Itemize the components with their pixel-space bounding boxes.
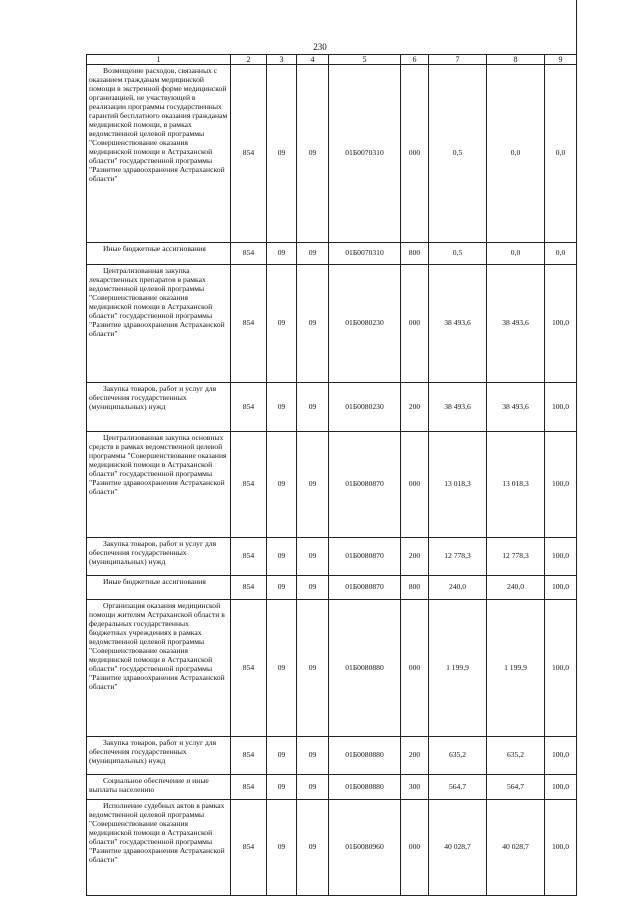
cell-plan: 40 028,7 — [429, 800, 487, 896]
cell-plan: 38 493,6 — [429, 265, 487, 383]
header-cell: 5 — [329, 55, 401, 65]
table-row — [87, 383, 577, 432]
cell-ministry: 854 — [231, 65, 267, 243]
cell-ministry: 854 — [231, 432, 267, 538]
row-name: Иные бюджетные ассигнования — [87, 576, 231, 600]
cell-executed: 0,0 — [487, 65, 545, 243]
header-cell: 1 — [87, 55, 231, 65]
cell-subsection: 09 — [297, 800, 329, 896]
table-row — [87, 600, 577, 737]
cell-target-article: 01Б0080870 — [329, 576, 401, 600]
row-name: Исполнение судебных актов в рамках ведомственной целевой программы "Совершенствование оказания медицинской помощи в Астраханской области" государственной программы "Развитие здравоохранения Астраханской области" — [87, 800, 231, 896]
row-name: Закупка товаров, работ и услуг для обеспечения государственных (муниципальных) нужд — [87, 737, 231, 775]
cell-plan: 12 778,3 — [429, 538, 487, 576]
cell-subsection: 09 — [297, 383, 329, 432]
cell-percent: 100,0 — [545, 775, 577, 800]
row-name: Закупка товаров, работ и услуг для обеспечения государственных (муниципальных) нужд — [87, 538, 231, 576]
cell-subsection: 09 — [297, 432, 329, 538]
cell-subsection: 09 — [297, 775, 329, 800]
cell-ministry: 854 — [231, 800, 267, 896]
cell-subsection: 09 — [297, 737, 329, 775]
row-name: Возмещение расходов, связанных с оказанием гражданам медицинской помощи в экстренной форме медицинской организацией, не участвующей в реализации программы государственных гарантий бесплатного оказания гражданам медицинской помощи, в рамках ведомственной целевой программы "Совершенствование оказания медицинской помощи в Астраханской области" государственной программы "Развитие здравоохранения Астраханской области" — [87, 65, 231, 243]
cell-target-article: 01Б0080880 — [329, 737, 401, 775]
cell-executed: 0,0 — [487, 243, 545, 265]
cell-ministry: 854 — [231, 265, 267, 383]
cell-percent: 100,0 — [545, 538, 577, 576]
header-cell: 3 — [267, 55, 297, 65]
cell-target-article: 01Б0080880 — [329, 600, 401, 737]
header-cell: 9 — [545, 55, 577, 65]
cell-ministry: 854 — [231, 383, 267, 432]
scan-edge-line — [576, 0, 577, 60]
cell-target-article: 01Б0080870 — [329, 432, 401, 538]
cell-executed: 13 018,3 — [487, 432, 545, 538]
cell-plan: 1 199,9 — [429, 600, 487, 737]
cell-plan: 564,7 — [429, 775, 487, 800]
cell-expense-type: 200 — [401, 383, 429, 432]
cell-expense-type: 000 — [401, 800, 429, 896]
row-name: Организация оказания медицинской помощи жителям Астраханской области в федеральных государственных бюджетных учреждениях в рамках ведомственной целевой программы "Совершенствование оказания медицинской помощи в Астраханской области" государственной программы "Развитие здравоохранения Астраханской области" — [87, 600, 231, 737]
cell-expense-type: 000 — [401, 65, 429, 243]
cell-executed: 635,2 — [487, 737, 545, 775]
cell-section: 09 — [267, 800, 297, 896]
header-cell: 7 — [429, 55, 487, 65]
cell-target-article: 01Б0080960 — [329, 800, 401, 896]
row-name: Централизованная закупка основных средств в рамках ведомственной целевой программы "Совершенствование оказания медицинской помощи в Астраханской области" государственной программы "Развитие здравоохранения Астраханской области" — [87, 432, 231, 538]
cell-plan: 13 018,3 — [429, 432, 487, 538]
header-row — [87, 55, 577, 65]
cell-percent: 100,0 — [545, 432, 577, 538]
header-cell: 6 — [401, 55, 429, 65]
row-name: Иные бюджетные ассигнования — [87, 243, 231, 265]
cell-section: 09 — [267, 600, 297, 737]
cell-subsection: 09 — [297, 538, 329, 576]
table-row — [87, 265, 577, 383]
table-row — [87, 800, 577, 896]
row-name: Централизованная закупка лекарственных препаратов в рамках ведомственной целевой программы "Совершенствование оказания медицинской помощи в Астраханской области" государственной программы "Развитие здравоохранения Астраханской области" — [87, 265, 231, 383]
cell-plan: 635,2 — [429, 737, 487, 775]
cell-expense-type: 200 — [401, 538, 429, 576]
cell-subsection: 09 — [297, 600, 329, 737]
cell-expense-type: 300 — [401, 775, 429, 800]
cell-subsection: 09 — [297, 65, 329, 243]
budget-table — [86, 54, 577, 896]
cell-section: 09 — [267, 576, 297, 600]
cell-executed: 38 493,6 — [487, 383, 545, 432]
cell-section: 09 — [267, 65, 297, 243]
cell-section: 09 — [267, 737, 297, 775]
cell-percent: 0,0 — [545, 65, 577, 243]
table-row — [87, 65, 577, 243]
cell-percent: 100,0 — [545, 800, 577, 896]
cell-section: 09 — [267, 538, 297, 576]
cell-plan: 240,0 — [429, 576, 487, 600]
cell-section: 09 — [267, 383, 297, 432]
cell-subsection: 09 — [297, 243, 329, 265]
cell-plan: 0,5 — [429, 65, 487, 243]
cell-subsection: 09 — [297, 265, 329, 383]
table-row — [87, 243, 577, 265]
cell-percent: 100,0 — [545, 265, 577, 383]
table-row — [87, 432, 577, 538]
cell-executed: 1 199,9 — [487, 600, 545, 737]
cell-target-article: 01Б0080230 — [329, 383, 401, 432]
cell-target-article: 01Б0070310 — [329, 65, 401, 243]
cell-ministry: 854 — [231, 243, 267, 265]
table-row — [87, 775, 577, 800]
cell-plan: 38 493,6 — [429, 383, 487, 432]
cell-percent: 100,0 — [545, 737, 577, 775]
cell-expense-type: 800 — [401, 243, 429, 265]
cell-section: 09 — [267, 775, 297, 800]
cell-executed: 40 028,7 — [487, 800, 545, 896]
cell-percent: 100,0 — [545, 600, 577, 737]
cell-section: 09 — [267, 265, 297, 383]
cell-executed: 240,0 — [487, 576, 545, 600]
cell-executed: 564,7 — [487, 775, 545, 800]
row-name: Социальное обеспечение и иные выплаты населению — [87, 775, 231, 800]
cell-target-article: 01Б0070310 — [329, 243, 401, 265]
cell-expense-type: 000 — [401, 265, 429, 383]
cell-subsection: 09 — [297, 576, 329, 600]
cell-expense-type: 200 — [401, 737, 429, 775]
cell-ministry: 854 — [231, 538, 267, 576]
header-cell: 4 — [297, 55, 329, 65]
cell-plan: 0,5 — [429, 243, 487, 265]
cell-ministry: 854 — [231, 737, 267, 775]
header-cell: 2 — [231, 55, 267, 65]
cell-section: 09 — [267, 243, 297, 265]
cell-section: 09 — [267, 432, 297, 538]
cell-ministry: 854 — [231, 775, 267, 800]
cell-target-article: 01Б0080870 — [329, 538, 401, 576]
header-cell: 8 — [487, 55, 545, 65]
row-name: Закупка товаров, работ и услуг для обеспечения государственных (муниципальных) нужд — [87, 383, 231, 432]
cell-expense-type: 000 — [401, 432, 429, 538]
cell-percent: 100,0 — [545, 576, 577, 600]
cell-ministry: 854 — [231, 600, 267, 737]
cell-expense-type: 000 — [401, 600, 429, 737]
cell-percent: 100,0 — [545, 383, 577, 432]
cell-ministry: 854 — [231, 576, 267, 600]
table-row — [87, 538, 577, 576]
cell-target-article: 01Б0080230 — [329, 265, 401, 383]
cell-executed: 12 778,3 — [487, 538, 545, 576]
cell-target-article: 01Б0080880 — [329, 775, 401, 800]
table-row — [87, 576, 577, 600]
cell-expense-type: 800 — [401, 576, 429, 600]
page-number: 230 — [313, 42, 327, 52]
table-row — [87, 737, 577, 775]
cell-executed: 38 493,6 — [487, 265, 545, 383]
cell-percent: 0,0 — [545, 243, 577, 265]
